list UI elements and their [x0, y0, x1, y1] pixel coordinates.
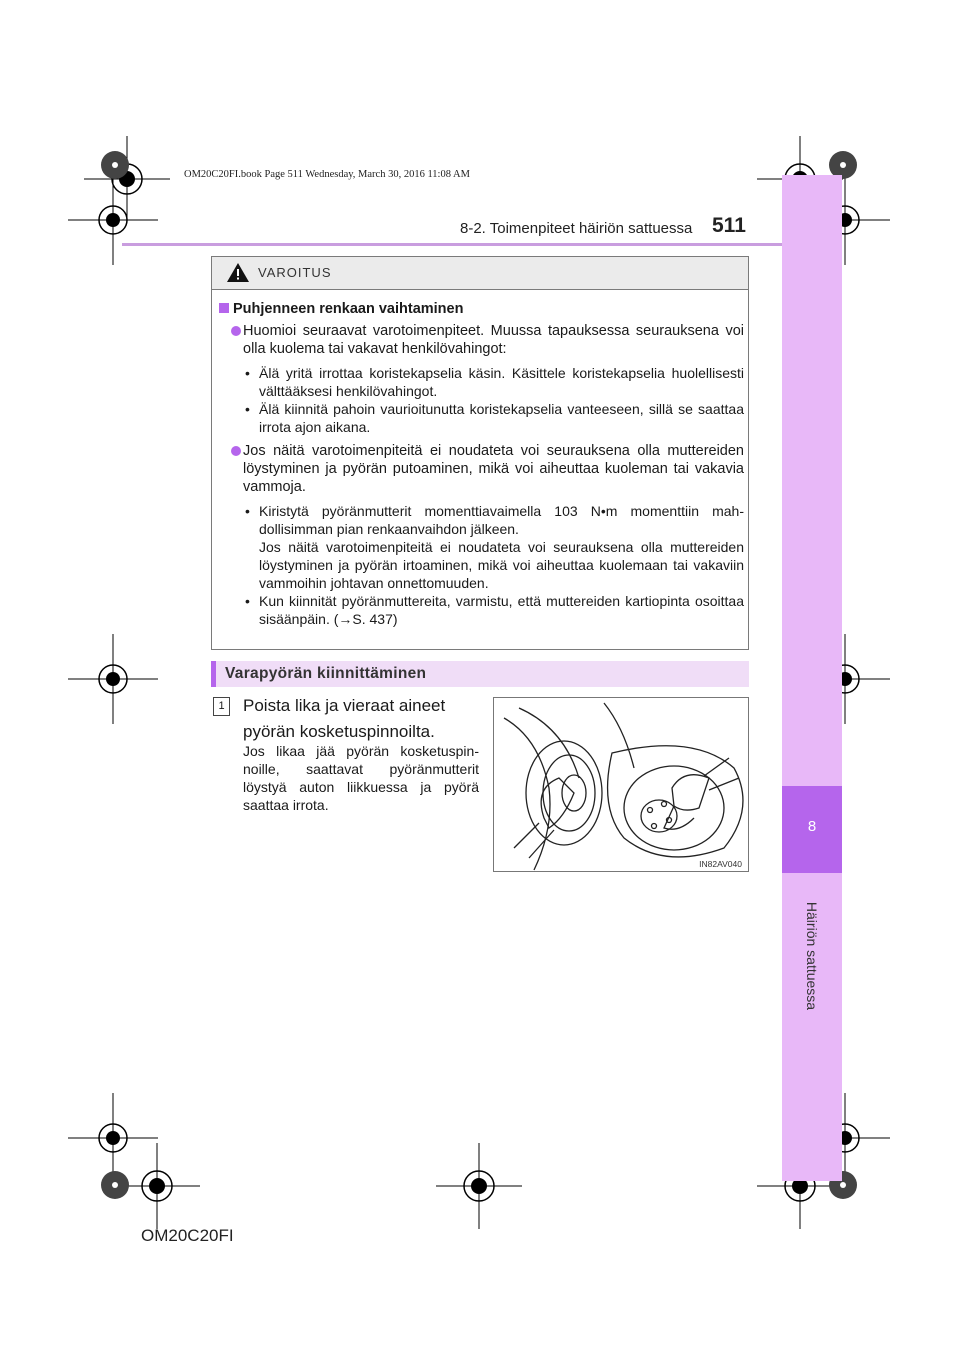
header-rule [122, 243, 785, 246]
warning-subitem: • Kun kiinnität pyöränmuttereita, varmistu, että muttereiden kartiopinta osoittaa sisäänpäin. (→S. 437) [245, 593, 744, 627]
page-number: 511 [712, 214, 746, 237]
warning-subitem: • Kiristytä pyöränmutterit momenttiavaimella 103 N•m momenttiin mahdollisimman pian renkaanvaihdon jälkeen. Jos näitä varotoimenpiteitä ei noudateta voi seurauksena olla muttereiden löystyminen ja pyörän irtoaminen, mikä voi aiheuttaa kuolemaan tai vakaviin vammoihin johtavan onnettomuuden. [245, 503, 744, 591]
chapter-side-tab [782, 175, 842, 1181]
square-bullet-icon [219, 303, 229, 313]
bullet-icon: • [245, 401, 250, 417]
book-info: OM20C20FI.book Page 511 Wednesday, March 30, 2016 11:08 AM [184, 169, 470, 180]
wheel-cleaning-illustration [493, 697, 749, 872]
registration-mark-left-mid [68, 634, 158, 724]
warning-title: VAROITUS [258, 265, 332, 280]
section-title: 8-2. Toimenpiteet häiriön sattuessa [460, 220, 693, 237]
warning-body [219, 300, 744, 628]
round-bullet-icon [231, 326, 241, 336]
bullet-icon: • [245, 365, 250, 381]
warning-item: Huomioi seuraavat varotoimenpiteet. Muussa tapauksessa seurauksena voi olla kuolema tai vakavat henkilövahingot: [219, 322, 744, 358]
step-note: Jos likaa jää pyörän kosketuspinnoille, saattavat pyöränmutterit löystyä auton liikkuessa ja pyörä saattaa irrota. [243, 743, 479, 813]
warning-heading: Puhjenneen renkaan vaihtaminen [219, 300, 744, 318]
warning-subitem: • Älä kiinnitä pahoin vaurioitunutta koristekapselia vanteeseen, sillä se saattaa irrota ajon aikana. [245, 401, 744, 435]
registration-mark-left-1 [68, 175, 158, 265]
bullet-icon: • [245, 503, 250, 519]
footer-code: OM20C20FI [141, 1226, 234, 1245]
round-bullet-icon [231, 446, 241, 456]
warning-item: Jos näitä varotoimenpiteitä ei noudateta voi seurauksena olla muttereiden löystyminen ja pyörän putoaminen, mikä voi aiheuttaa kuoleman tai vakavia vammoja. [219, 442, 744, 496]
illustration-code: IN82AV040 [699, 859, 742, 869]
section-heading-text: Varapyörän kiinnittäminen [225, 665, 427, 682]
section-heading-accent [211, 661, 216, 687]
chapter-number: 8 [807, 818, 817, 835]
registration-mark-bottom-center [436, 1143, 522, 1229]
warning-box [211, 256, 749, 650]
warning-header [212, 257, 748, 290]
warning-triangle-icon [226, 262, 250, 288]
chapter-label: Häiriön sattuessa [804, 901, 820, 1011]
starburst-mark-top-left [100, 150, 130, 180]
step-text: Poista lika ja vieraat aineet pyörän kosketuspinnoilta. [243, 696, 446, 741]
step-number: 1 [213, 697, 230, 716]
bullet-icon: • [245, 593, 250, 609]
section-heading [211, 661, 749, 687]
wheel-hub-drawing [494, 698, 748, 871]
warning-subitem: • Älä yritä irrottaa koristekapselia käsin. Käsittele koristekapselia huolellisesti välttääksesi henkilövahingot. [245, 365, 744, 399]
starburst-mark-bottom-left [100, 1170, 130, 1200]
